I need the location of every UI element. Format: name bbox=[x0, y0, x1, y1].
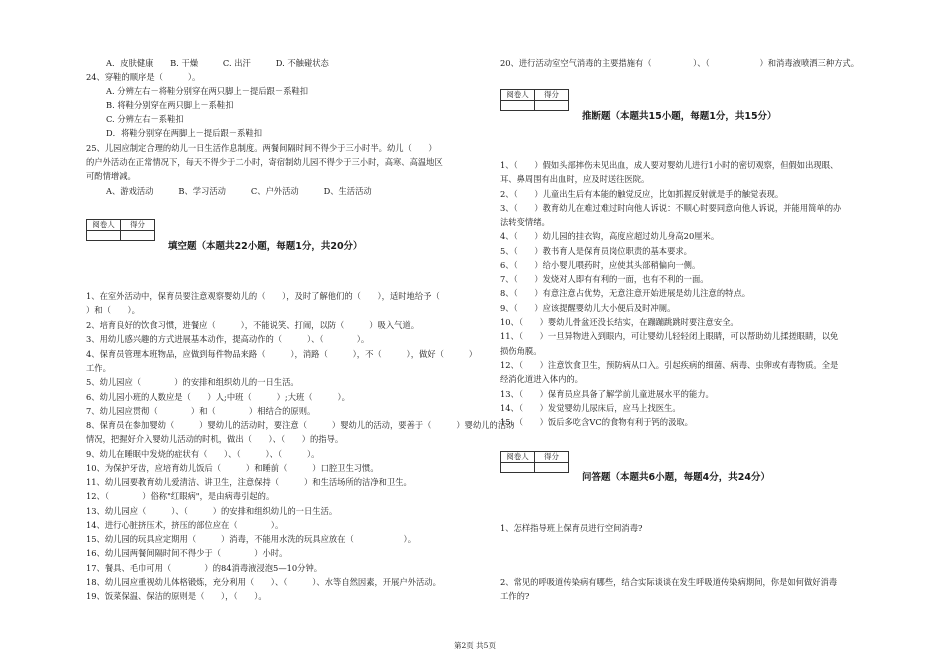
score-box-qa bbox=[500, 451, 569, 473]
q25-line-3: 可酌情增减。 bbox=[86, 171, 136, 181]
fill-line: 情况，把握好介入婴幼儿活动的时机，做出（ ）、（ ）的指导。 bbox=[86, 434, 344, 444]
grader-cell bbox=[501, 101, 534, 110]
grader-cell bbox=[87, 231, 120, 240]
qa-question-1: 1、怎样指导班上保育员进行空间消毒? bbox=[500, 523, 643, 533]
fill-line: 19、饭菜保温、保洁的原则是（ ），（ ）。 bbox=[86, 591, 267, 601]
q24-option-a: A. 分辨左右－将鞋分别穿在两只脚上－提后跟－系鞋扣 bbox=[106, 86, 309, 96]
judge-line: 耳、鼻周围有出血时，应及时送往医院。 bbox=[500, 174, 650, 184]
grader-label: 阅卷人 bbox=[506, 452, 529, 461]
q20-line: 20、进行活动室空气消毒的主要措施有（ ）、（ ）和消毒液喷洒三种方式。 bbox=[500, 58, 860, 68]
judge-line: 损伤角膜。 bbox=[500, 346, 542, 356]
fill-line: 3、用幼儿感兴趣的方式进展基本动作，提高动作的（ ）、（ ）。 bbox=[86, 334, 370, 344]
judge-line: 法转变情绪。 bbox=[500, 217, 550, 227]
qa-section-title: 问答题（本题共6小题，每题4分，共24分） bbox=[582, 472, 770, 483]
fill-line: 工作。 bbox=[86, 363, 111, 373]
fill-line: 6、幼儿园小班的人数应是（ ）人;中班（ ）;大班（ ）。 bbox=[86, 392, 350, 402]
score-label: 得分 bbox=[534, 452, 568, 462]
fill-line: 18、幼儿园应重视幼儿体格锻炼，充分利用（ ）、（ ）、水等自然因素，开展户外活动。 bbox=[86, 577, 441, 587]
fill-line: 16、幼儿园两餐间隔时间不得少于（ ）小时。 bbox=[86, 548, 288, 558]
judge-line: 经消化道进入体内的。 bbox=[500, 374, 583, 384]
judge-section-title: 推断题（本题共15小题，每题1分，共15分） bbox=[582, 111, 777, 122]
fill-line: 10、为保护牙齿，应培育幼儿饭后（ ）和睡前（ ）口腔卫生习惯。 bbox=[86, 463, 379, 473]
fill-line: 13、幼儿园应（ ）、（ ）的安排和组织幼儿的一日生活。 bbox=[86, 506, 338, 516]
score-cell bbox=[534, 463, 568, 472]
page-footer: 第2页 共5页 bbox=[454, 641, 496, 650]
judge-line: 2、（ ）儿童出生后有本能的触觉反应，比如抓握反射就是手的触觉表现。 bbox=[500, 189, 784, 199]
grader-label: 阅卷人 bbox=[92, 220, 115, 229]
qa-question-2-line-1: 2、常见的呼吸道传染病有哪些，结合实际谈谈在发生呼吸道传染病期间，你是如何做好消毒 bbox=[500, 577, 838, 587]
score-box-judge bbox=[500, 89, 569, 111]
judge-line: 15、（ ）饭后多吃含VC的食物有利于钙的汲取。 bbox=[500, 417, 693, 427]
judge-line: 9、（ ）应该提醒婴幼儿大小便后及时冲厕。 bbox=[500, 303, 676, 313]
score-box-fill bbox=[86, 219, 155, 241]
judge-line: 11、（ ）一旦异物进入到眼内，可让婴幼儿轻轻闭上眼睛，可以帮助幼儿揉搓眼睛，以免 bbox=[500, 331, 839, 341]
judge-line: 10、（ ）婴幼儿骨盆还没长结实，在蹦蹦跳跳时要注意安全。 bbox=[500, 317, 739, 327]
fill-line: 17、餐具、毛巾可用（ ）的84消毒液浸泡5—10分钟。 bbox=[86, 563, 323, 573]
fill-line: 12、（ ）俗称"红眼病"，是由病毒引起的。 bbox=[86, 491, 275, 501]
judge-line: 8、（ ）有意注意占优势，无意注意开始进展是幼儿注意的特点。 bbox=[500, 288, 751, 298]
fill-line: 9、幼儿在睡眠中发烧的症状有（ ）、（ ）、（ ）。 bbox=[86, 449, 320, 459]
judge-line: 1、（ ）假如头部摔伤未见出血，成人要对婴幼儿进行1小时的密切观察，但假如出现眼、 bbox=[500, 160, 839, 170]
score-label: 得分 bbox=[534, 90, 568, 100]
grader-cell bbox=[501, 463, 534, 472]
fill-line: 5、幼儿园应（ ）的安排和组织幼儿的一日生活。 bbox=[86, 377, 299, 387]
fill-line: 15、幼儿园的玩具应定期用（ ）消毒，不能用水洗的玩具应放在（ ）。 bbox=[86, 534, 416, 544]
fill-line: 1、在室外活动中，保育员要注意观察婴幼儿的（ ），及时了解他们的（ ），适时地给予（ bbox=[86, 291, 440, 301]
fill-line: 2、培育良好的饮食习惯，进餐应（ ），不能说笑、打闹，以防（ ）吸入气道。 bbox=[86, 320, 420, 330]
judge-line: 13、（ ）保育员应具备了解学前儿童进展水平的能力。 bbox=[500, 389, 714, 399]
fill-line: 7、幼儿园应贯彻（ ）和（ ）相结合的原则。 bbox=[86, 406, 316, 416]
q25-line-2: 的户外活动在正常情况下，每天不得少于二小时，寄宿制幼儿园不得少于三小时，高寒、高温地区 bbox=[86, 157, 443, 167]
fill-line: 8、保育员在参加婴幼（ ）婴幼儿的活动时，要注意（ ）婴幼儿的活动，要善于（ ）婴幼儿的活动 bbox=[86, 420, 515, 430]
fill-line: 4、保育员管理本班物品，应做到每件物品来路（ ），消路（ ），不（ ），做好（ ） bbox=[86, 349, 478, 359]
fill-line: 14、进行心脏挤压术，挤压的部位应在（ ）。 bbox=[86, 520, 284, 530]
judge-line: 12、（ ）注意饮食卫生，预防病从口入。引起疾病的细菌、病毒、虫卵或有毒物质。全是 bbox=[500, 360, 839, 370]
q24-stem: 24、穿鞋的顺序是（ ）。 bbox=[86, 72, 201, 82]
fill-section-title: 填空题（本题共22小题，每题1分，共20分） bbox=[168, 241, 363, 252]
q24-option-d: D．将鞋分别穿在两脚上－提后跟－系鞋扣 bbox=[106, 128, 262, 138]
score-cell bbox=[534, 101, 568, 110]
qa-question-2-line-2: 工作的? bbox=[500, 591, 530, 601]
judge-line: 3、（ ）教育幼儿在难过难过时向他人诉说：不顺心时要同意向他人诉说，并能用简单的办 bbox=[500, 203, 842, 213]
fill-line: ）和（ ）。 bbox=[86, 305, 140, 315]
judge-line: 4、（ ）幼儿园的挂衣钩，高度应超过幼儿身高20厘米。 bbox=[500, 231, 720, 241]
q23-options: A．皮肤健康 B. 干燥 C. 出汗 D. 不触碰状态 bbox=[106, 58, 329, 68]
q25-options: A、游戏活动 B、学习活动 C、户外活动 D、生活活动 bbox=[106, 186, 372, 196]
judge-line: 5、（ ）教书育人是保育员岗位职责的基本要求。 bbox=[500, 246, 692, 256]
score-cell bbox=[120, 231, 154, 240]
judge-line: 14、（ ）发觉婴幼儿尿床后，应马上找医生。 bbox=[500, 403, 681, 413]
judge-line: 7、（ ）发烧对人即有有利的一面，也有不利的一面。 bbox=[500, 274, 709, 284]
judge-line: 6、（ ）给小婴儿喂药时，应使其头部稍偏向一侧。 bbox=[500, 260, 701, 270]
q25-line-1: 25、儿园应制定合理的幼儿一日生活作息制度。两餐间隔时间不得少于三小时半。幼儿（ ） bbox=[86, 143, 437, 153]
score-label: 得分 bbox=[120, 220, 154, 230]
grader-label: 阅卷人 bbox=[506, 90, 529, 99]
q24-option-c: C. 分辨左右－系鞋扣 bbox=[106, 114, 184, 124]
fill-line: 11、幼儿园要教育幼儿爱清洁、讲卫生，注意保持（ ）和生活场所的洁净和卫生。 bbox=[86, 477, 412, 487]
q24-option-b: B. 将鞋分别穿在两只脚上－系鞋扣 bbox=[106, 100, 234, 110]
